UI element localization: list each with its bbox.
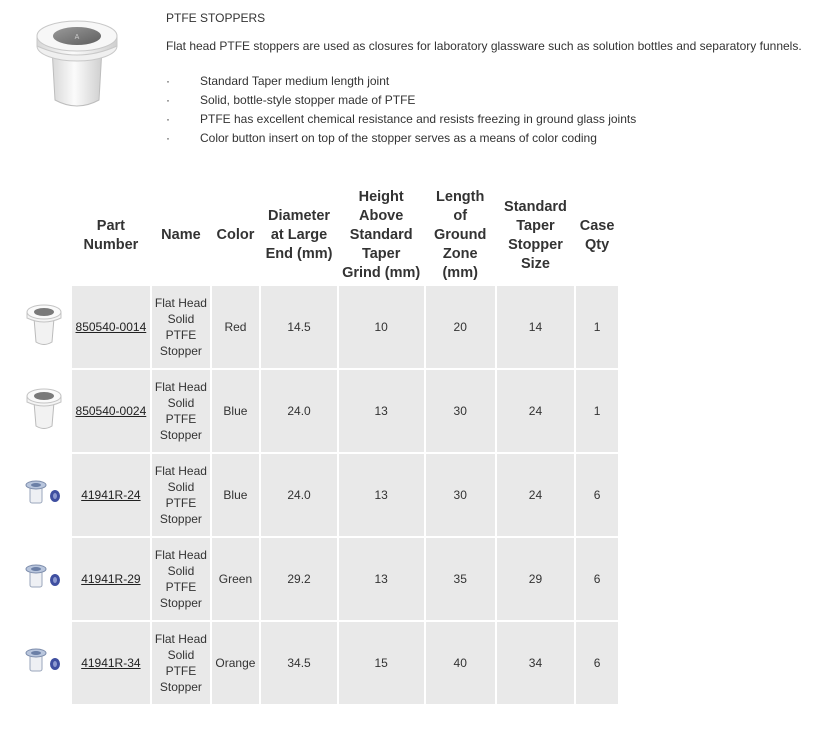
taper-size-cell: 14: [497, 286, 574, 368]
name-cell: Flat Head Solid PTFE Stopper: [152, 286, 209, 368]
part-number-link[interactable]: 41941R-29: [81, 572, 141, 586]
part-number-cell: [72, 538, 151, 620]
color-cell: Blue: [212, 370, 260, 452]
name-cell: Flat Head Solid PTFE Stopper: [152, 454, 209, 536]
blue-stopper-thumbnail: [18, 538, 70, 620]
diameter-cell: 34.5: [261, 622, 336, 704]
diameter-cell: 24.0: [261, 454, 336, 536]
diameter-cell: 24.0: [261, 370, 336, 452]
feature-item: [166, 72, 836, 91]
header-taper-size: Standard Taper Stopper Size: [497, 187, 574, 284]
header-height: Height Above Standard Taper Grind (mm): [339, 187, 424, 284]
part-number-cell: [72, 370, 151, 452]
height-cell: 13: [339, 370, 424, 452]
taper-size-cell: 24: [497, 370, 574, 452]
case-qty-cell: 1: [576, 370, 618, 452]
height-cell: 15: [339, 622, 424, 704]
blue-stopper-thumbnail: [18, 622, 70, 704]
length-cell: 30: [426, 370, 495, 452]
bullet: ·: [166, 131, 170, 145]
header-name: Name: [152, 187, 209, 284]
taper-size-cell: 29: [497, 538, 574, 620]
diameter-cell: 29.2: [261, 538, 336, 620]
part-number-link[interactable]: 850540-0014: [75, 320, 147, 334]
header-part-number: Part Number: [72, 187, 151, 284]
case-qty-cell: 6: [576, 622, 618, 704]
color-cell: Orange: [212, 622, 260, 704]
length-cell: 40: [426, 622, 495, 704]
product-table-wrapper: [0, 185, 620, 706]
product-table: [16, 185, 620, 706]
color-cell: Green: [212, 538, 260, 620]
color-cell: Blue: [212, 454, 260, 536]
white-stopper-thumbnail: [18, 286, 70, 368]
part-number-link[interactable]: 850540-0024: [75, 404, 147, 418]
header-row: [18, 187, 618, 284]
feature-item: [166, 129, 836, 148]
case-qty-cell: 6: [576, 538, 618, 620]
length-cell: 20: [426, 286, 495, 368]
part-number-cell: [72, 454, 151, 536]
product-title: PTFE STOPPERS: [166, 11, 266, 25]
feature-text: Solid, bottle-style stopper made of PTFE: [200, 93, 416, 107]
part-number-cell: [72, 286, 151, 368]
product-description: Flat head PTFE stoppers are used as closures for laboratory glassware such as solution bottles and separatory funnels.: [166, 39, 802, 53]
case-qty-cell: 1: [576, 286, 618, 368]
header-image: [18, 187, 70, 284]
table-row: [18, 622, 618, 704]
case-qty-cell: 6: [576, 454, 618, 536]
height-cell: 10: [339, 286, 424, 368]
feature-list: [166, 72, 836, 148]
header-color: Color: [212, 187, 260, 284]
taper-size-cell: 24: [497, 454, 574, 536]
header-length: Length of Ground Zone (mm): [426, 187, 495, 284]
length-cell: 30: [426, 454, 495, 536]
bullet: ·: [166, 74, 170, 88]
table-row: [18, 370, 618, 452]
feature-item: [166, 91, 836, 110]
taper-size-cell: 34: [497, 622, 574, 704]
name-cell: Flat Head Solid PTFE Stopper: [152, 622, 209, 704]
feature-text: PTFE has excellent chemical resistance and resists freezing in ground glass joints: [200, 112, 637, 126]
product-info: [166, 10, 836, 148]
feature-text: Color button insert on top of the stopper serves as a means of color coding: [200, 131, 597, 145]
color-cell: Red: [212, 286, 260, 368]
height-cell: 13: [339, 454, 424, 536]
header-case-qty: Case Qty: [576, 187, 618, 284]
svg-text:A: A: [74, 34, 80, 41]
ptfe-stopper-image: [30, 12, 125, 112]
blue-stopper-thumbnail: [18, 454, 70, 536]
name-cell: Flat Head Solid PTFE Stopper: [152, 370, 209, 452]
part-number-link[interactable]: 41941R-34: [81, 656, 141, 670]
length-cell: 35: [426, 538, 495, 620]
bullet: ·: [166, 93, 170, 107]
table-row: [18, 538, 618, 620]
table-row: [18, 454, 618, 536]
name-cell: Flat Head Solid PTFE Stopper: [152, 538, 209, 620]
bullet: ·: [166, 112, 170, 126]
part-number-cell: [72, 622, 151, 704]
white-stopper-thumbnail: [18, 370, 70, 452]
height-cell: 13: [339, 538, 424, 620]
diameter-cell: 14.5: [261, 286, 336, 368]
feature-text: Standard Taper medium length joint: [200, 74, 390, 88]
part-number-link[interactable]: 41941R-24: [81, 488, 141, 502]
table-row: [18, 286, 618, 368]
header-diameter: Diameter at Large End (mm): [261, 187, 336, 284]
feature-item: [166, 110, 836, 129]
